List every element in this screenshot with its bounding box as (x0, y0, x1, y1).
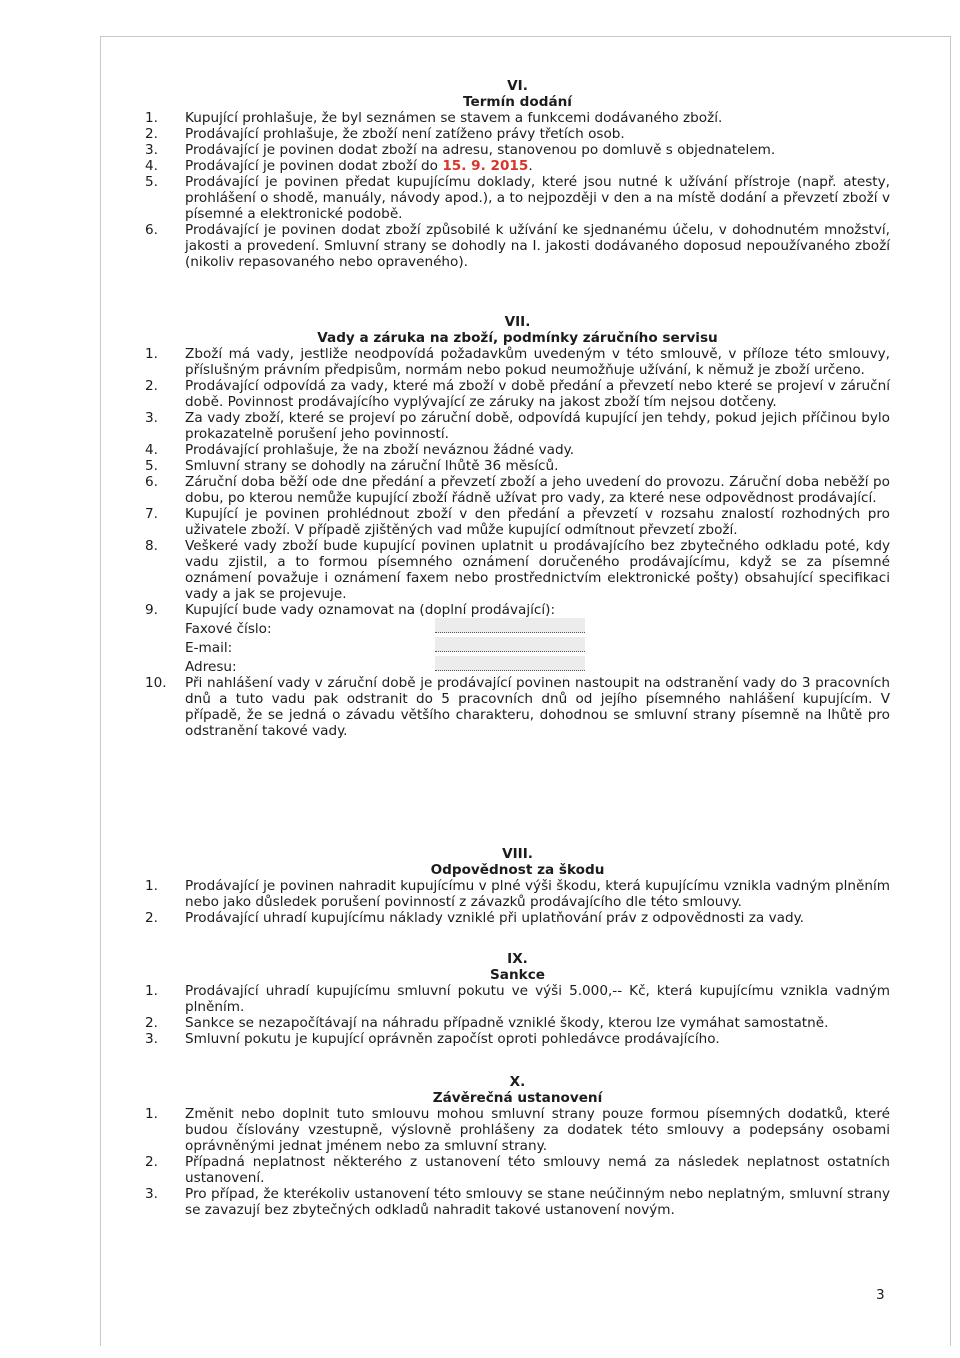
clause-number: 1. (145, 346, 158, 362)
clause-item (145, 983, 890, 1015)
clause-number: 1. (145, 983, 158, 999)
clause-item (145, 1031, 890, 1047)
clause-text: Veškeré vady zboží bude kupující povinen uplatnit u prodávajícího bez zbytečného odkladu poté, kdy vadu zjistil, a to formou písemného oznámení doručeného prodávajícímu, když se za písemné oznámení považuje i oznámení faxem nebo prostřednictvím elektronické pošty) obsahující specifikaci vady a jak se projevuje. (185, 538, 890, 602)
clause-text (185, 158, 890, 174)
clause-list (145, 110, 890, 270)
clause-number: 6. (145, 474, 158, 490)
scan-border-left (100, 36, 101, 1346)
clause-text: Pro případ, že kterékoliv ustanovení této smlouvy se stane neúčinným nebo neplatným, smluvní strany se zavazují bez zbytečných odkladů nahradit takové ustanovení novým. (185, 1186, 890, 1218)
page-number: 3 (876, 1287, 885, 1303)
clause-item (145, 110, 890, 126)
clause-item (145, 1015, 890, 1031)
contact-row-email (185, 637, 890, 656)
clause-item (145, 474, 890, 506)
clause-number: 5. (145, 458, 158, 474)
clause-item (145, 126, 890, 142)
clause-number: 9. (145, 602, 158, 618)
clause-text: Prodávající je povinen předat kupujícímu doklady, které jsou nutné k užívání přístroje (např. atesty, prohlášení o shodě, manuály, návody apod.), a to nejpozději v den a na místě dodání a převzetí zboží v písemné a elektronické podobě. (185, 174, 890, 222)
section-viii (145, 846, 890, 926)
clause-number: 2. (145, 910, 158, 926)
clause-number: 5. (145, 174, 158, 190)
clause-text: Smluvní pokutu je kupující oprávněn započíst oproti pohledávce prodávajícího. (185, 1031, 720, 1047)
clause-item (145, 910, 890, 926)
section-number: VIII. (502, 846, 533, 862)
clause-number: 2. (145, 126, 158, 142)
clause-text: Prodávající je povinen dodat zboží na adresu, stanovenou po domluvě s objednatelem. (185, 142, 776, 158)
clause-text: Zboží má vady, jestliže neodpovídá požadavkům uvedeným v této smlouvě, v příloze této smlouvy, příslušným právním předpisům, normám nebo pokud neumožňuje užívání, k němuž je zboží určeno. (185, 346, 890, 378)
clause-text (185, 602, 890, 675)
delivery-date: 15. 9. 2015 (442, 158, 529, 174)
section-vii (145, 314, 890, 739)
section-number: X. (509, 1074, 526, 1090)
clause-text: Prodávající prohlašuje, že zboží není zatíženo právy třetích osob. (185, 126, 625, 142)
scan-border-top (100, 36, 950, 37)
clause-item (145, 222, 890, 270)
clause-text: Smluvní strany se dohodly na záruční lhůtě 36 měsíců. (185, 458, 559, 474)
clause-number: 8. (145, 538, 158, 554)
clause-text-before: Prodávající je povinen dodat zboží do (185, 158, 443, 174)
clause-number: 1. (145, 110, 158, 126)
clause-number: 3. (145, 1031, 158, 1047)
section-title: Sankce (490, 967, 545, 983)
fax-placeholder (435, 618, 585, 633)
section-title: Vady a záruka na zboží, podmínky záručního servisu (317, 330, 718, 346)
clause-list (145, 878, 890, 926)
section-number: IX. (507, 951, 528, 967)
clause-list (145, 983, 890, 1047)
clause-item (145, 1106, 890, 1154)
email-placeholder (435, 637, 585, 652)
clause-item (145, 346, 890, 378)
clause-number: 2. (145, 1015, 158, 1031)
section-vi (145, 78, 890, 270)
section-ix (145, 951, 890, 1047)
clause-item (145, 442, 890, 458)
email-label: E-mail: (185, 640, 233, 656)
clause-text: Kupující je povinen prohlédnout zboží v den předání a převzetí v rozsahu znalostí rozhodných pro uživatele zboží. V případě zjištěných vad může kupující odmítnout převzetí zboží. (185, 506, 890, 538)
clause-number: 2. (145, 1154, 158, 1170)
clause-number: 7. (145, 506, 158, 522)
clause-text: Změnit nebo doplnit tuto smlouvu mohou smluvní strany pouze formou písemných dodatků, které budou číslovány vzestupně, výslovně prohlášeny za dodatek této smlouvy a podepsány osobami oprávněnými jednat jménem nebo za smluvní strany. (185, 1106, 890, 1154)
clause-item (145, 378, 890, 410)
clause-item (145, 158, 890, 174)
clause-text: Prodávající prohlašuje, že na zboží neváznou žádné vady. (185, 442, 575, 458)
section-number: VII. (504, 314, 531, 330)
clause-text: Sankce se nezapočítávají na náhradu případně vzniklé škody, kterou lze vymáhat samostatně. (185, 1015, 829, 1031)
address-label: Adresu: (185, 659, 237, 675)
clause-list (145, 346, 890, 739)
address-placeholder (435, 656, 585, 671)
clause-item (145, 142, 890, 158)
section-x (145, 1074, 890, 1218)
clause-item (145, 458, 890, 474)
clause-item (145, 174, 890, 222)
clause-item (145, 506, 890, 538)
clause-number: 3. (145, 410, 158, 426)
clause-text: Prodávající uhradí kupujícímu náklady vzniklé při uplatňování práv z odpovědnosti za vady. (185, 910, 804, 926)
section-title: Odpovědnost za škodu (430, 862, 605, 878)
clause-number: 3. (145, 1186, 158, 1202)
section-number: VI. (507, 78, 528, 94)
clause-list (145, 1106, 890, 1218)
clause-text: Kupující prohlašuje, že byl seznámen se stavem a funkcemi dodávaného zboží. (185, 110, 723, 126)
clause-text: Při nahlášení vady v záruční době je prodávající povinen nastoupit na odstranění vady do 3 pracovních dnů a tuto vadu pak odstranit do 5 pracovních dnů od jejího písemného nahlášení kupujícím. V případě, že se jedná o závadu většího charakteru, dohodnou se smluvní strany písemně na lhůtě pro odstranění takové vady. (185, 675, 890, 739)
clause-item (145, 1154, 890, 1186)
clause-text: Případná neplatnost některého z ustanovení této smlouvy nemá za následek neplatnost ostatních ustanovení. (185, 1154, 890, 1186)
clause-item (145, 1186, 890, 1218)
clause-number: 1. (145, 1106, 158, 1122)
clause-text-intro: Kupující bude vady oznamovat na (doplní prodávající): (185, 602, 556, 618)
clause-text: Prodávající je povinen dodat zboží způsobilé k užívání ke sjednanému účelu, v dohodnutém množství, jakosti a provedení. Smluvní strany se dohodly na I. jakosti dodávaného doposud nepoužívaného zboží (nikoliv repasovaného nebo opraveného). (185, 222, 890, 270)
clause-number: 2. (145, 378, 158, 394)
contact-row-address (185, 656, 890, 675)
clause-number: 1. (145, 878, 158, 894)
clause-text: Prodávající je povinen nahradit kupujícímu v plné výši škodu, která kupujícímu vznikla vadným plněním nebo jako důsledek porušení povinností z závazků prodávajícího dle této smlouvy. (185, 878, 890, 910)
clause-item (145, 878, 890, 910)
section-title: Termín dodání (463, 94, 572, 110)
clause-item (145, 602, 890, 675)
clause-text: Prodávající odpovídá za vady, které má zboží v době předání a převzetí nebo které se projeví v záruční době. Povinnost prodávajícího vyplývající ze záruky na jakost zboží tím nejsou dotčeny. (185, 378, 890, 410)
clause-text: Za vady zboží, které se projeví po záruční době, odpovídá kupující jen tehdy, pokud jejich příčinou bylo prokazatelně porušení jeho povinností. (185, 410, 890, 442)
clause-number: 4. (145, 442, 158, 458)
clause-number: 3. (145, 142, 158, 158)
clause-text: Záruční doba běží ode dne předání a převzetí zboží a jeho uvedení do provozu. Záruční doba neběží po dobu, po kterou nemůže kupující zboží řádně užívat pro vady, za které nese odpovědnost prodávající. (185, 474, 890, 506)
clause-text-after: . (528, 158, 533, 174)
contact-row-fax (185, 618, 890, 637)
section-title: Závěrečná ustanovení (432, 1090, 603, 1106)
clause-text: Prodávající uhradí kupujícímu smluvní pokutu ve výši 5.000,-- Kč, která kupujícímu vznikla vadným plněním. (185, 983, 890, 1015)
clause-item (145, 538, 890, 602)
clause-item (145, 675, 890, 739)
clause-number: 10. (145, 675, 167, 691)
clause-item (145, 410, 890, 442)
clause-number: 6. (145, 222, 158, 238)
fax-label: Faxové číslo: (185, 621, 272, 637)
scan-border-right (950, 36, 951, 1346)
clause-number: 4. (145, 158, 158, 174)
